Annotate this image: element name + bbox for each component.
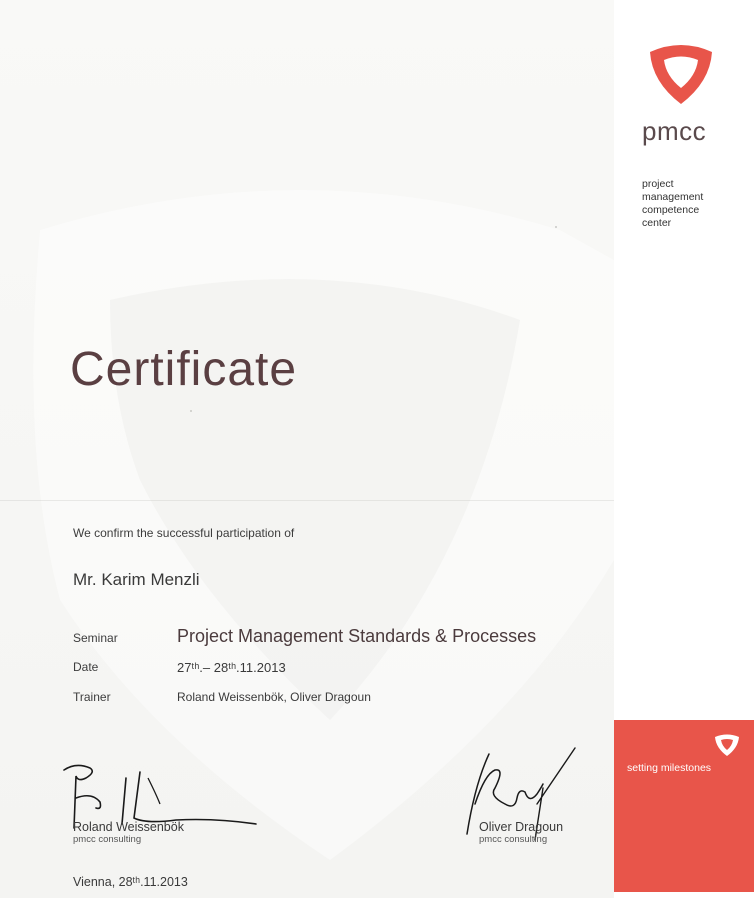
brand-column — [614, 0, 754, 720]
bottom-margin — [614, 892, 754, 898]
speck — [190, 410, 192, 412]
date-value: 27ᵗʰ.– 28ᵗʰ.11.2013 — [177, 660, 286, 675]
brand-subtitle-line: project — [642, 178, 674, 190]
brand-subtitle-line: management — [642, 191, 704, 203]
brand-subtitle-line: competence — [642, 204, 700, 216]
trainer-value: Roland Weissenbök, Oliver Dragoun — [177, 690, 371, 704]
seminar-value: Project Management Standards & Processes — [177, 626, 537, 646]
certificate-title: Certificate — [70, 343, 298, 396]
signatory-organization: pmcc consulting — [479, 834, 548, 845]
brand-subtitle-line: center — [642, 217, 672, 229]
trainer-label: Trainer — [73, 690, 111, 704]
brand-name: pmcc — [642, 116, 707, 146]
brand-subtitle — [642, 178, 703, 230]
recipient-name: Mr. Karim Menzli — [73, 570, 200, 589]
seminar-label: Seminar — [73, 631, 118, 645]
signatory-name: Oliver Dragoun — [479, 820, 564, 834]
confirmation-text: We confirm the successful participation of — [73, 526, 295, 540]
signatory-organization: pmcc consulting — [73, 834, 142, 845]
shield-icon — [713, 733, 741, 757]
place-date: Vienna, 28ᵗʰ.11.2013 — [73, 875, 188, 889]
shield-icon — [646, 42, 716, 106]
speck — [555, 226, 557, 228]
signatory-name: Roland Weissenbök — [73, 820, 184, 834]
date-label: Date — [73, 660, 99, 674]
brand-tagline: setting milestones — [627, 762, 712, 774]
fold-line — [0, 500, 614, 501]
